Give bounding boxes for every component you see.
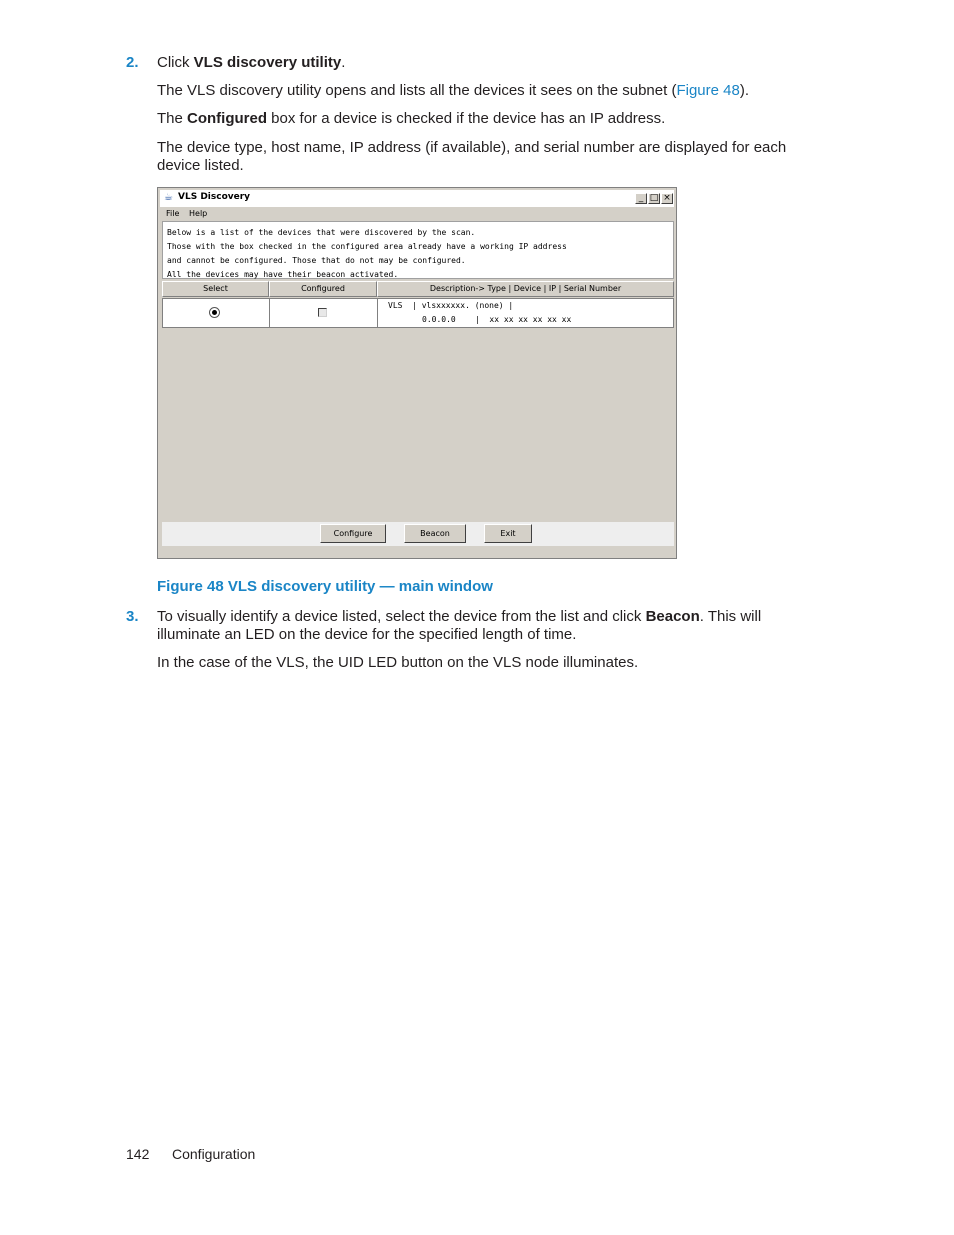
column-header-description[interactable]: Description-> Type | Device | IP | Serial Number — [377, 281, 674, 297]
step-3-after: . This will — [699, 608, 762, 625]
description-line-1: VLS | vlsxxxxxx. (none) | — [388, 301, 514, 310]
exit-button[interactable]: Exit — [484, 524, 532, 543]
p1-before: The VLS discovery utility opens and lists all the devices it sees on the subnet ( — [157, 82, 677, 99]
p3-line1: The device type, host name, IP address (if available), and serial number are displayed for each — [157, 139, 787, 156]
configure-button[interactable]: Configure — [320, 524, 386, 543]
p2-bold: Configured — [187, 110, 268, 127]
info-line: All the devices may have their beacon activated. — [167, 270, 399, 279]
java-cup-icon: ☕ — [164, 192, 173, 203]
beacon-button[interactable]: Beacon — [404, 524, 466, 543]
page-number: 142 — [126, 1146, 150, 1162]
step-2-bold: VLS discovery utility — [193, 54, 342, 71]
title-bar[interactable] — [160, 190, 674, 207]
step-3-before: To visually identify a device listed, select the device from the list and click — [157, 608, 646, 625]
step-2-text — [157, 54, 345, 72]
vls-discovery-window — [157, 187, 677, 559]
device-list-empty-area — [162, 329, 674, 522]
step-3-line2: illuminate an LED on the device for the specified length of time. — [157, 626, 577, 643]
window-title: VLS Discovery — [178, 192, 251, 202]
p3-line2: device listed. — [157, 157, 244, 174]
figure-48-link[interactable]: Figure 48 — [676, 82, 740, 99]
step-number-3: 3. — [126, 608, 139, 625]
configured-checkbox[interactable] — [318, 308, 327, 317]
paragraph-configured-box — [157, 110, 665, 128]
p1-after: ). — [739, 82, 749, 99]
step-2-lead: Click — [157, 54, 194, 71]
footer-section: Configuration — [172, 1146, 256, 1162]
p2-before: The — [157, 110, 188, 127]
paragraph-device-info — [157, 139, 786, 175]
close-button[interactable]: × — [661, 193, 673, 204]
step-3-bold: Beacon — [645, 608, 700, 625]
step-number-2: 2. — [126, 54, 139, 71]
info-line: and cannot be configured. Those that do not may be configured. — [167, 256, 466, 265]
step-2-trail: . — [341, 54, 346, 71]
step-3-text — [157, 608, 761, 644]
maximize-button[interactable]: □ — [649, 193, 659, 203]
column-header-select[interactable]: Select — [162, 281, 269, 297]
info-line: Below is a list of the devices that were discovered by the scan. — [167, 228, 476, 237]
table-row-configured-cell — [269, 298, 378, 328]
description-line-2: 0.0.0.0 | xx xx xx xx xx xx — [422, 315, 572, 324]
figure-caption: Figure 48 VLS discovery utility — main window — [157, 578, 493, 595]
p2-after: box for a device is checked if the device has an IP address. — [267, 110, 666, 127]
menu-help[interactable]: Help — [189, 209, 208, 218]
info-line: Those with the box checked in the configured area already have a working IP address — [167, 242, 567, 251]
paragraph-discovery-opens — [157, 82, 749, 100]
radio-dot-icon — [212, 310, 217, 315]
minimize-button[interactable]: _ — [635, 193, 647, 204]
menu-file[interactable]: File — [166, 209, 180, 218]
table-row-select-cell[interactable] — [162, 298, 270, 328]
menu-bar — [160, 208, 674, 220]
select-radio[interactable] — [209, 307, 220, 318]
column-header-configured[interactable]: Configured — [269, 281, 377, 297]
paragraph-uid-led: In the case of the VLS, the UID LED button on the VLS node illuminates. — [157, 654, 639, 671]
table-row-description-cell — [377, 298, 674, 328]
info-text-area — [162, 221, 674, 279]
